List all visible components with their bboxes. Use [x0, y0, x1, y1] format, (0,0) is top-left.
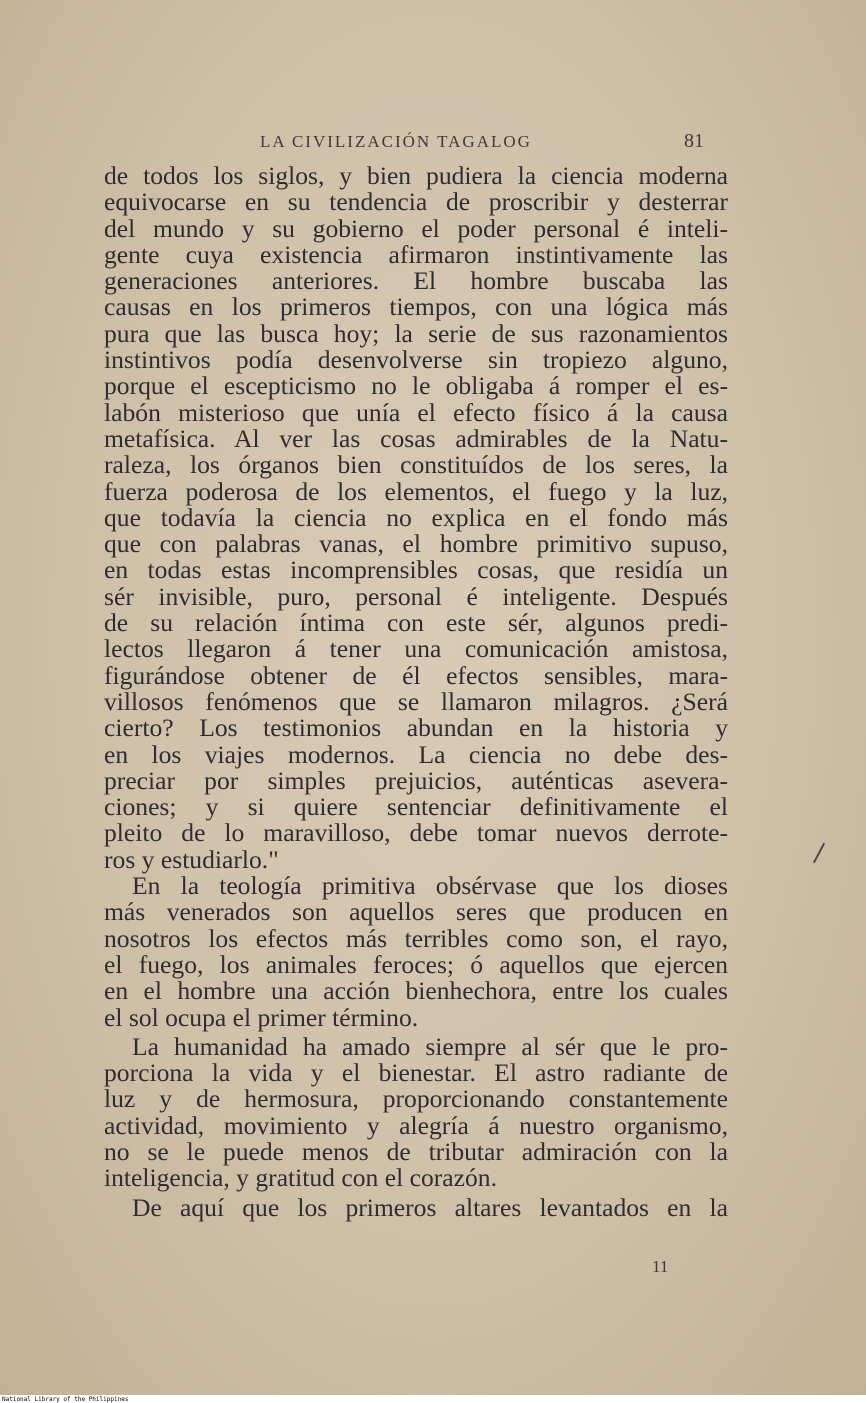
text-line: el fuego, los animales feroces; ó aquellos que ejercen: [104, 949, 728, 979]
text-line: instintivos podía desenvolverse sin tropiezo alguno,: [104, 345, 728, 375]
text-line: actividad, movimiento y alegría á nuestro organismo,: [104, 1110, 728, 1140]
page-header: [104, 130, 704, 156]
text-line: en el hombre una acción bienhechora, entre los cuales: [104, 976, 728, 1006]
text-line: raleza, los órganos bien constituídos de los seres, la: [104, 450, 728, 480]
library-credit: National Library of the Philippines: [2, 1396, 129, 1403]
text-line: labón misterioso que unía el efecto físico á la causa: [104, 397, 728, 427]
text-line: de su relación íntima con este sér, algunos predi-: [104, 608, 728, 638]
text-line: gente cuya existencia afirmaron instintivamente las: [104, 239, 728, 269]
text-line: metafísica. Al ver las cosas admirables de la Natu-: [104, 423, 728, 453]
running-title: LA CIVILIZACIÓN TAGALOG: [260, 132, 532, 151]
text-line: ros y estudiarlo.": [104, 844, 279, 874]
text-line: preciar por simples prejuicios, auténticas asevera-: [104, 765, 728, 795]
text-line: de todos los siglos, y bien pudiera la ciencia moderna: [104, 161, 728, 190]
text-line: que con palabras vanas, el hombre primitivo supuso,: [104, 529, 728, 559]
text-line: del mundo y su gobierno el poder personal é inteli-: [104, 213, 728, 243]
text-line: ciones; y si quiere sentenciar definitivamente el: [104, 792, 728, 822]
text-line: porque el escepticismo no le obligaba á romper el es-: [104, 371, 728, 401]
page-number: 81: [684, 130, 704, 152]
text-line: causas en los primeros tiempos, con una lógica más: [104, 292, 728, 322]
text-line: el sol ocupa el primer término.: [104, 1002, 419, 1032]
text-line: sér invisible, puro, personal é inteligente. Después: [104, 581, 728, 611]
text-line: cierto? Los testimonios abundan en la historia y: [104, 713, 728, 743]
text-line: generaciones anteriores. El hombre buscaba las: [104, 266, 728, 296]
text-line: En la teología primitiva obsérvase que los dioses: [132, 871, 728, 901]
text-line: que todavía la ciencia no explica en el fondo más: [104, 502, 728, 532]
scan-footer-bar: [0, 1395, 866, 1403]
text-line: fuerza poderosa de los elementos, el fuego y la luz,: [104, 476, 728, 506]
text-line: luz y de hermosura, proporcionando constantemente: [104, 1084, 728, 1114]
text-line: figurándose obtener de él efectos sensibles, mara-: [104, 660, 728, 690]
text-line: La humanidad ha amado siempre al sér que le pro-: [132, 1031, 728, 1061]
text-line: nosotros los efectos más terribles como son, el rayo,: [104, 923, 728, 953]
margin-pencil-mark: [813, 843, 825, 863]
signature-mark: 11: [652, 1257, 669, 1276]
text-line: inteligencia, y gratitud con el corazón.: [104, 1163, 497, 1193]
body-text: [104, 163, 728, 1221]
text-line: equivocarse en su tendencia de proscribir y desterrar: [104, 187, 728, 217]
text-line: villosos fenómenos que se llamaron milagros. ¿Será: [104, 686, 728, 716]
text-line: lectos llegaron á tener una comunicación amistosa,: [104, 634, 728, 664]
text-line: en los viajes modernos. La ciencia no debe des-: [104, 739, 728, 769]
text-line: porciona la vida y el bienestar. El astro radiante de: [104, 1058, 728, 1088]
text-line: en todas estas incomprensibles cosas, que residía un: [104, 555, 728, 585]
text-line: más venerados son aquellos seres que producen en: [104, 897, 728, 927]
text-line: no se le puede menos de tributar admiración con la: [104, 1136, 728, 1166]
text-line: pura que las busca hoy; la serie de sus razonamientos: [104, 318, 728, 348]
text-line: De aquí que los primeros altares levantados en la: [132, 1192, 728, 1222]
text-line: pleito de lo maravilloso, debe tomar nuevos derrote-: [104, 818, 728, 848]
